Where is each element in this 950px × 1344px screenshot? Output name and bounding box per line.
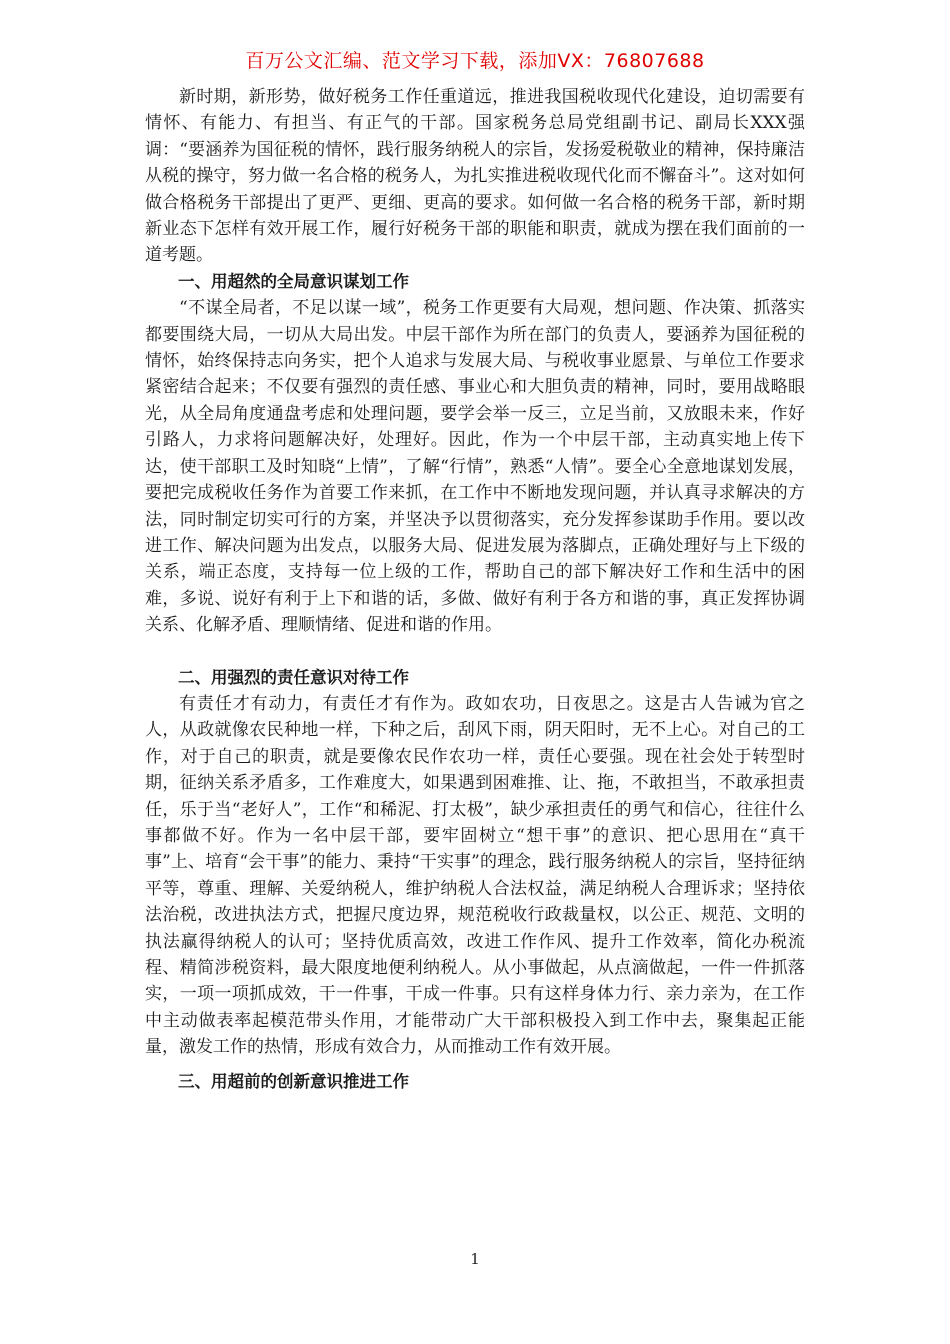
section-2-heading: 二、用强烈的责任意识对待工作 [178, 667, 409, 687]
document-body [145, 84, 805, 1095]
paragraph-gap [145, 639, 805, 665]
header-banner: 百万公文汇编、范文学习下载，添加VX：76807688 [245, 50, 705, 72]
page-number: 1 [470, 1250, 480, 1268]
intro-paragraph: 新时期，新形势，做好税务工作任重道远，推进我国税收现代化建设，迫切需要有情怀、有能力、有担当、有正气的干部。国家税务总局党组副书记、副局长XXX强调：“要涵养为国征税的情怀，践行服务纳税人的宗旨，发扬爱税敬业的精神，保持廉洁从税的操守，努力做一名合格的税务人，为扎实推进税收现代化而不懈奋斗”。这对如何做合格税务干部提出了更严、更细、更高的要求。如何做一名合格的税务干部，新时期新业态下怎样有效开展工作，履行好税务干部的职能和职责，就成为摆在我们面前的一道考题。 [145, 87, 805, 266]
section-1-paragraph: “不谋全局者，不足以谋一域”，税务工作更要有大局观，想问题、作决策、抓落实都要围绕大局，一切从大局出发。中层干部作为所在部门的负责人，要涵养为国征税的情怀，始终保持志向务实，把个人追求与发展大局、与税收事业愿景、与单位工作要求紧密结合起来；不仅要有强烈的责任感、事业心和大胆负责的精神，同时，要用战略眼光，从全局角度通盘考虑和处理问题，要学会举一反三，立足当前，又放眼未来，作好引路人，力求将问题解决好，处理好。因此，作为一个中层干部，主动真实地上传下达，使干部职工及时知晓“上情”，了解“行情”，熟悉“人情”。要全心全意地谋划发展，要把完成税收任务作为首要工作来抓，在工作中不断地发现问题，并认真寻求解决的方法，同时制定切实可行的方案，并坚决予以贯彻落实，充分发挥参谋助手作用。要以改进工作、解决问题为出发点，以服务大局、促进发展为落脚点，正确处理好与上下级的关系，端正态度，支持每一位上级的工作，帮助自己的部下解决好工作和生活中的困难，多说、说好有利于上下和谐的话，多做、做好有利于各方和谐的事，真正发挥协调关系、化解矛盾、理顺情绪、促进和谐的作用。 [145, 298, 805, 636]
section-2-paragraph: 有责任才有动力，有责任才有作为。政如农功，日夜思之。这是古人告诫为官之人，从政就像农民种地一样，下种之后，刮风下雨，阴天阳时，无不上心。对自己的工作，对于自己的职责，就是要像农民作农功一样，责任心要强。现在社会处于转型时期，征纳关系矛盾多，工作难度大，如果遇到困难推、让、拖，不敢担当，不敢承担责任，乐于当“老好人”，工作“和稀泥、打太极”，缺少承担责任的勇气和信心，往往什么事都做不好。作为一名中层干部，要牢固树立“想干事”的意识、把心思用在“真干事”上、培育“会干事”的能力、秉持“干实事”的理念，践行服务纳税人的宗旨，坚持征纳平等，尊重、理解、关爱纳税人，维护纳税人合法权益，满足纳税人合理诉求；坚持依法治税，改进执法方式，把握尺度边界，规范税收行政裁量权，以公正、规范、文明的执法赢得纳税人的认可；坚持优质高效，改进工作作风、提升工作效率，简化办税流程、精简涉税资料，最大限度地便利纳税人。从小事做起，从点滴做起，一件一件抓落实，一项一项抓成效，干一件事，干成一件事。只有这样身体力行、亲力亲为，在工作中主动做表率起模范带头作用，才能带动广大干部积极投入到工作中去，聚集起正能量，激发工作的热情，形成有效合力，从而推动工作有效开展。 [145, 693, 805, 1058]
section-1-heading: 一、用超然的全局意识谋划工作 [178, 271, 409, 291]
section-3-heading: 三、用超前的创新意识推进工作 [178, 1071, 409, 1091]
